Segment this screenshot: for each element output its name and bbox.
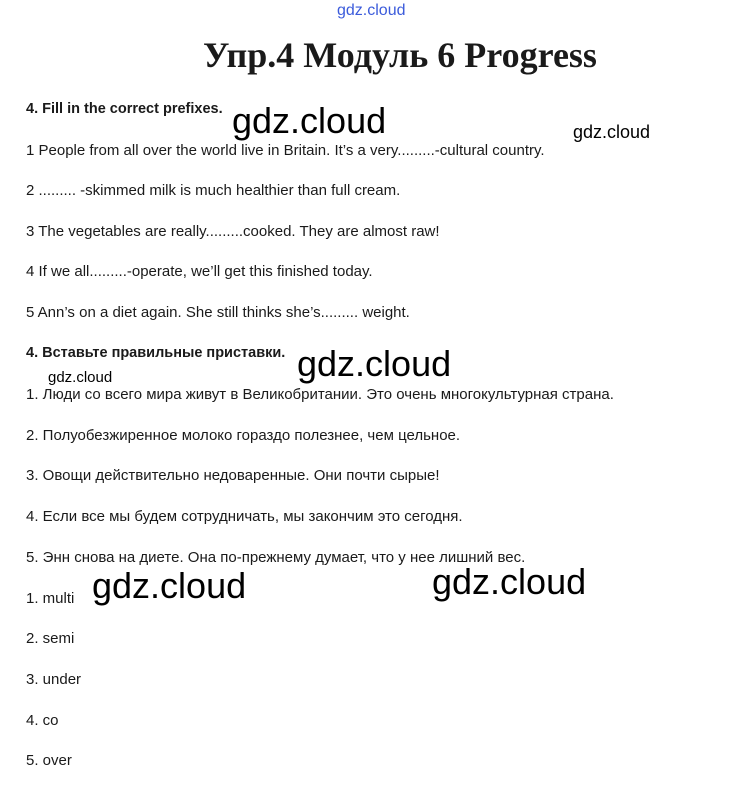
watermark: gdz.cloud <box>48 369 113 386</box>
exercise-heading-russian: 4. Вставьте правильные приставки. <box>26 345 286 361</box>
answer-2: 2. semi <box>26 630 75 647</box>
answer-3: 3. under <box>26 671 82 688</box>
watermark: gdz.cloud <box>432 561 587 602</box>
english-sentence-2: 2 ......... -skimmed milk is much healthier than full cream. <box>26 182 401 199</box>
russian-sentence-5: 5. Энн снова на диете. Она по-прежнему думает, что у нее лишний вес. <box>26 549 526 566</box>
english-sentence-4: 4 If we all.........-operate, we’ll get this finished today. <box>26 263 373 280</box>
watermark: gdz.cloud <box>297 343 452 384</box>
russian-sentence-2: 2. Полуобезжиренное молоко гораздо полезнее, чем цельное. <box>26 427 461 444</box>
page-title: Упр.4 Модуль 6 Progress <box>203 35 597 75</box>
watermark: gdz.cloud <box>232 100 387 141</box>
answer-4: 4. co <box>26 712 59 729</box>
watermark: gdz.cloud <box>92 565 247 606</box>
russian-sentence-1: 1. Люди со всего мира живут в Великобритании. Это очень многокультурная страна. <box>26 386 614 403</box>
watermark: gdz.cloud <box>573 122 651 142</box>
watermark: gdz.cloud <box>337 2 406 19</box>
russian-sentence-3: 3. Овощи действительно недоваренные. Они почти сырые! <box>26 467 440 484</box>
answer-5: 5. over <box>26 752 72 769</box>
russian-sentence-4: 4. Если все мы будем сотрудничать, мы закончим это сегодня. <box>26 508 463 525</box>
english-sentence-1: 1 People from all over the world live in Britain. It’s a very.........-cultural country. <box>26 142 545 159</box>
english-sentence-3: 3 The vegetables are really.........cooked. They are almost raw! <box>26 223 440 240</box>
english-sentence-5: 5 Ann’s on a diet again. She still thinks she’s......... weight. <box>26 304 410 321</box>
answer-1: 1. multi <box>26 590 75 607</box>
exercise-heading-english: 4. Fill in the correct prefixes. <box>26 101 223 117</box>
